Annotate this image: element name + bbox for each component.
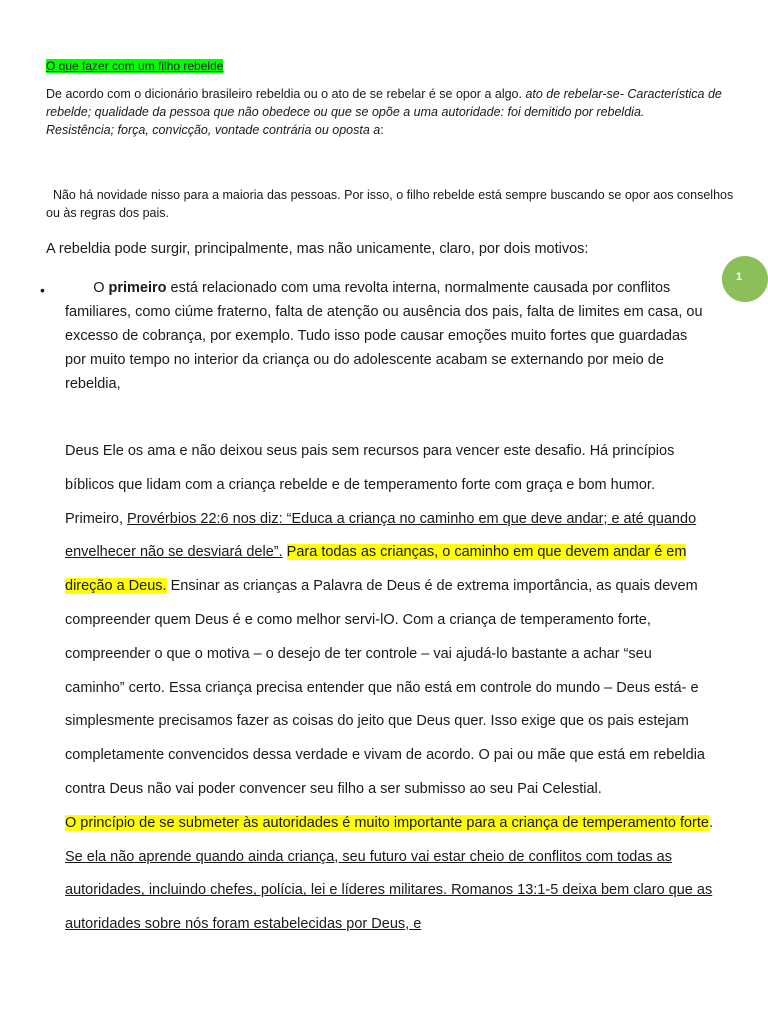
comment-badge[interactable] bbox=[722, 256, 768, 302]
authorities-dot: . bbox=[708, 814, 714, 831]
title-highlight: O que fazer com um filho rebelde bbox=[46, 59, 224, 73]
paragraph-novelty: Não há novidade nisso para a maioria das pessoas. Por isso, o filho rebelde está sempre buscando se opor aos conselhos ou às regras dos pais. bbox=[46, 188, 737, 220]
comment-number: 1 bbox=[735, 271, 743, 283]
paragraph-proverbs bbox=[65, 503, 715, 807]
proverbs-quote: Provérbios 22:6 nos diz: “Educa a criança no caminho em que deve andar; e até quando envelhecer não se desviará dele”. bbox=[65, 510, 697, 561]
proverbs-rest: Ensinar as crianças a Palavra de Deus é de extrema importância, as quais devem compreender quem Deus é e como melhor servi-lO. Com a criança de temperamento forte, compreender o que o motiva – o desejo de ter controle – vai ajudá-lo bastante a achar “seu caminho” certo. Essa criança precisa entender que não está em controle do mundo – Deus está- e simplesmente precisamos fazer as coisas do jeito que Deus quer. Isso exige que os pais estejam completamente convencidos dessa verdade e vivam de acordo. O pai ou mãe que está em rebeldia contra Deus não vai poder convencer seu filho a ser submisso ao seu Pai Celestial. bbox=[65, 578, 705, 797]
document-title bbox=[46, 59, 223, 74]
body-section bbox=[65, 435, 715, 942]
proverbs-lead: Primeiro, bbox=[65, 510, 128, 527]
paragraph-god-loves: Deus Ele os ama e não deixou seus pais sem recursos para vencer este desafio. Há princípios bíblicos que lidam com a criança rebelde e de temperamento forte com graça e bom humor. bbox=[65, 443, 675, 493]
paragraph-authorities bbox=[65, 807, 715, 942]
bullet-rest: está relacionado com uma revolta interna, normalmente causada por conflitos familiares, como ciúme fraterno, falta de atenção ou ausência dos pais, falta de limites em casa, ou excesso de cobrança, por exemplo. Tudo isso pode causar emoções muito fortes que guardadas por muito tempo no interior da criança ou do adolescente acabam se externando por meio de rebeldia, bbox=[65, 280, 707, 392]
paragraph-motives: A rebeldia pode surgir, principalmente, mas não unicamente, claro, por dois motivos: bbox=[46, 241, 589, 257]
bullet-item-first-motive bbox=[65, 276, 705, 396]
proverbs-highlight: Para todas as crianças, o caminho em que devem andar é em direção a Deus. bbox=[65, 544, 687, 595]
bullet-marker: • bbox=[40, 282, 45, 298]
bullet-bold-word: primeiro bbox=[108, 280, 167, 296]
authorities-underline: Se ela não aprende quando ainda criança, seu futuro vai estar cheio de conflitos com todas as autoridades, incluindo chefes, polícia, lei e líderes militares. Romanos 13:1-5 deixa bem claro que as autoridades sobre nós foram estabelecidas por Deus, e bbox=[65, 848, 713, 933]
intro-definition: ato de rebelar-se- Característica de rebelde; qualidade da pessoa que não obedece ou que se opõe a uma autoridade: foi demitido por rebeldia. bbox=[46, 87, 722, 119]
intro-end: : bbox=[380, 123, 384, 137]
intro-plain: De acordo com o dicionário brasileiro rebeldia ou o ato de se rebelar é se opor a algo. bbox=[46, 87, 526, 101]
bullet-lead: O bbox=[65, 280, 109, 296]
authorities-highlight: O princípio de se submeter às autoridades é muito importante para a criança de temperamento forte bbox=[65, 814, 709, 831]
intro-paragraph bbox=[46, 85, 736, 139]
intro-synonyms: Resistência; força, convicção, vontade contrária ou oposta a bbox=[46, 123, 381, 137]
